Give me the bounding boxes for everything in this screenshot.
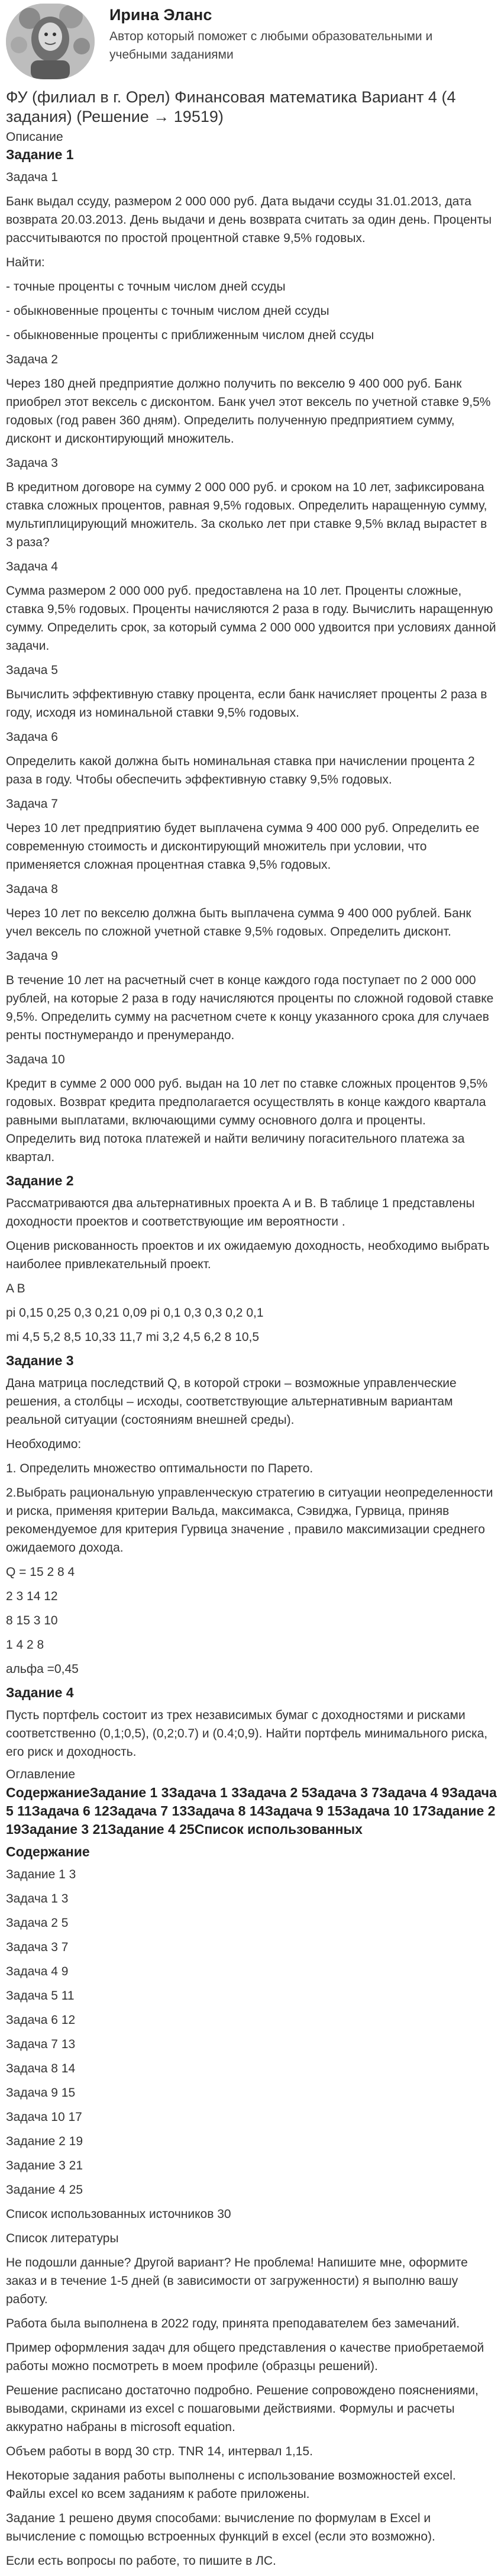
toc-item: Задание 3 21 bbox=[6, 2159, 83, 2172]
toc-item: Задача 6 12 bbox=[6, 2013, 76, 2027]
toc-item: Задача 7 13 bbox=[6, 2037, 76, 2051]
task-7-label: Задача 7 bbox=[6, 797, 58, 811]
section-2-table-row: mi 4,5 5,2 8,5 10,33 11,7 mi 3,2 4,5 6,2 8 10,5 bbox=[6, 1330, 260, 1344]
note-text: Объем работы в ворд 30 стр. TNR 14, интервал 1,15. bbox=[6, 2445, 313, 2458]
avatar[interactable] bbox=[6, 4, 95, 79]
matrix-row: Q = 15 2 8 4 bbox=[6, 1565, 75, 1579]
section-3-text: 2.Выбрать рациональную управленческую стратегию в ситуации неопределенности и риска, применяя критерии Вальда, максимакса, Сэвиджа, Гурвица, приняв рекомендуемое для критерия Гурвица значение , правило максимизации среднего ожидаемого дохода. bbox=[6, 1486, 493, 1555]
section-4-text: Пусть портфель состоит из трех независимых бумаг с доходностями и рисками соответственно (0,1;0,5), (0,2;0.7) и (0.4;0,9). Найти портфель минимального риска, его риск и доходность. bbox=[6, 1708, 488, 1759]
author-header bbox=[0, 0, 501, 83]
task-1-find: Найти: bbox=[6, 256, 45, 269]
section-3-text: Необходимо: bbox=[6, 1437, 82, 1451]
task-9-label: Задача 9 bbox=[6, 949, 58, 963]
task-3-text: В кредитном договоре на сумму 2 000 000 руб. и сроком на 10 лет, зафиксирована ставка сложных процентов, равная 9,5% годовых. Определить наращенную сумму, мультиплицирующий множитель. За сколько лет при ставке 9,5% вклад вырастет в 3 раза? bbox=[6, 481, 487, 549]
section-1-heading: Задание 1 bbox=[6, 147, 74, 162]
task-3-label: Задача 3 bbox=[6, 456, 58, 470]
section-2-table-header: A B bbox=[6, 1282, 25, 1295]
task-4-text: Сумма размером 2 000 000 руб. предоставлена на 10 лет. Проценты сложные, ставка 9,5% годовых. Проценты начисляются 2 раза в году. Вычислить наращенную сумму. Определить срок, за который сумма 2 000 000 удвоится при условиях данной задачи. bbox=[6, 584, 496, 653]
task-10-text: Кредит в сумме 2 000 000 руб. выдан на 10 лет по ставке сложных процентов 9,5% годовых. Возврат кредита предполагается осуществлять в конце каждого квартала равными выплатами, включающими сумму основного долга и проценты. Определить вид потока платежей и найти величину погасительного платежа за квартал. bbox=[6, 1077, 488, 1164]
task-9-text: В течение 10 лет на расчетный счет в конце каждого года поступает по 2 000 000 рублей, на которые 2 раза в году начисляются проценты по сложной годовой ставке 9,5%. Определить сумму на расчетном счете к концу указанного срока для случаев ренты постнумерандо и пренумерандо. bbox=[6, 973, 494, 1042]
matrix-row: 1 4 2 8 bbox=[6, 1638, 44, 1652]
task-6-text: Определить какой должна быть номинальная ставка при начислении процента 2 раза в году. Чтобы обеспечить эффективную ставку 9,5% годовых. bbox=[6, 755, 475, 786]
author-name[interactable]: Ирина Эланс bbox=[109, 6, 212, 24]
literature-label: Список литературы bbox=[6, 2232, 119, 2245]
author-description: Автор который поможет с любыми образовательными и учебными заданиями bbox=[109, 30, 433, 62]
task-5-text: Вычислить эффективную ставку процента, если банк начисляет проценты 2 раза в году, исходя из номинальной ставки 9,5% годовых. bbox=[6, 688, 487, 720]
toc-item: Задача 9 15 bbox=[6, 2086, 76, 2100]
note-text: Не подошли данные? Другой вариант? Не проблема! Напишите мне, оформите заказ и в течение 1-5 дней (в зависимости от загруженности) я выполню вашу работу. bbox=[6, 2256, 468, 2306]
toc-heading: Содержание bbox=[6, 1844, 90, 1859]
task-1-item: - обыкновенные проценты с точным числом дней ссуды bbox=[6, 304, 329, 318]
section-2-text: Рассматриваются два альтернативных проекта А и В. В таблице 1 представлены доходности проектов и соответствующие им вероятности . bbox=[6, 1197, 475, 1229]
avatar-photo-icon bbox=[6, 4, 95, 79]
page-title: ФУ (филиал в г. Орел) Финансовая математика Вариант 4 (4 задания) (Решение → 19519) bbox=[6, 88, 456, 125]
task-6-label: Задача 6 bbox=[6, 730, 58, 744]
section-3-text: 1. Определить множество оптимальности по Парето. bbox=[6, 1462, 313, 1475]
task-8-text: Через 10 лет по векселю должна быть выплачена сумма 9 400 000 рублей. Банк учел вексель по сложной учетной ставке 9,5% годовых. Определить дисконт. bbox=[6, 907, 471, 939]
section-2-heading: Задание 2 bbox=[6, 1173, 74, 1188]
toc-item: Задание 1 3 bbox=[6, 1868, 76, 1881]
section-2-text: Оценив рискованность проектов и их ожидаемую доходность, необходимо выбрать наиболее привлекательный проект. bbox=[6, 1239, 490, 1271]
note-text: Некоторые задания работы выполнены с использование возможностей excel. Файлы excel ко всем заданиям к работе приложены. bbox=[6, 2469, 456, 2501]
toc-item: Задача 10 17 bbox=[6, 2110, 82, 2124]
toc-item: Задача 5 11 bbox=[6, 1989, 75, 2003]
note-text: Решение расписано достаточно подробно. Решение сопровождено пояснениями, выводами, скринами из excel с пошаговыми действиями. Формулы и расчеты аккуратно набраны в microsoft equation. bbox=[6, 2384, 479, 2434]
toc-item: Задача 2 5 bbox=[6, 1916, 69, 1930]
task-1-item: - обыкновенные проценты с приближенным числом дней ссуды bbox=[6, 328, 374, 342]
matrix-row: 8 15 3 10 bbox=[6, 1614, 58, 1627]
task-1-label: Задача 1 bbox=[6, 170, 58, 184]
task-8-label: Задача 8 bbox=[6, 882, 58, 896]
toc-item: Задача 4 9 bbox=[6, 1965, 69, 1978]
task-4-label: Задача 4 bbox=[6, 560, 58, 573]
alpha-value: альфа =0,45 bbox=[6, 1662, 79, 1676]
task-5-label: Задача 5 bbox=[6, 663, 58, 677]
note-text: Задание 1 решено двумя способами: вычисление по формулам в Excel и вычисление с помощью встроенных функций в excel (если это возможно). bbox=[6, 2511, 435, 2543]
section-4-heading: Задание 4 bbox=[6, 1685, 74, 1700]
toc-item: Задание 4 25 bbox=[6, 2183, 83, 2197]
matrix-row: 2 3 14 12 bbox=[6, 1590, 58, 1603]
task-1-item: - точные проценты с точным числом дней ссуды bbox=[6, 280, 286, 294]
toc-item: Задание 2 19 bbox=[6, 2135, 83, 2148]
toc-item: Задача 3 7 bbox=[6, 1940, 69, 1954]
toc-item: Задача 8 14 bbox=[6, 2062, 76, 2075]
task-1-text: Банк выдал ссуду, размером 2 000 000 руб. Дата выдачи ссуды 31.01.2013, дата возврата 20.03.2013. День выдачи и день возврата считать за один день. Проценты рассчитываются по простой процентной ставке 9,5% годовых. bbox=[6, 195, 492, 245]
task-2-text: Через 180 дней предприятие должно получить по векселю 9 400 000 руб. Банк приобрел этот вексель с дисконтом. Банк учел этот вексель по учетной ставке 9,5% годовых (год равен 360 дням). Определить полученную предприятием сумму, дисконт и дисконтирующий множитель. bbox=[6, 377, 491, 446]
task-10-label: Задача 10 bbox=[6, 1053, 65, 1066]
toc-flattened: СодержаниеЗадание 1 3Задача 1 3Задача 2 5Задача 3 7Задача 4 9Задача 5 11Задача 6 12Задача 7 13Задача 8 14Задача 9 15Задача 10 17Задание 2 19Задание 3 21Задание 4 25Список использованных bbox=[6, 1785, 497, 1837]
work-content bbox=[6, 83, 497, 2576]
section-2-table-row: pi 0,15 0,25 0,3 0,21 0,09 pi 0,1 0,3 0,3 0,2 0,1 bbox=[6, 1306, 264, 1320]
note-text: Работа была выполнена в 2022 году, принята преподавателем без замечаний. bbox=[6, 2317, 460, 2330]
note-text: Пример оформления задач для общего представления о качестве приобретаемой работы можно посмотреть в моем профиле (образцы решений). bbox=[6, 2341, 484, 2373]
description-label: Описание bbox=[6, 130, 63, 144]
section-3-heading: Задание 3 bbox=[6, 1353, 74, 1368]
toc-item: Список использованных источников 30 bbox=[6, 2207, 231, 2221]
toc-label: Оглавление bbox=[6, 1768, 76, 1781]
task-7-text: Через 10 лет предприятию будет выплачена сумма 9 400 000 руб. Определить ее современную стоимость и дисконтирующий множитель при условии, что применяется сложная процентная ставка 9,5% годовых. bbox=[6, 821, 480, 872]
task-2-label: Задача 2 bbox=[6, 353, 58, 366]
note-text: Если есть вопросы по работе, то пишите в ЛС. bbox=[6, 2554, 276, 2568]
section-3-text: Дана матрица последствий Q, в которой строки – возможные управленческие решения, а столбцы – исходы, соответствующие альтернативным вариантам реальной ситуации (состояниям внешней среды). bbox=[6, 1376, 457, 1427]
toc-item: Задача 1 3 bbox=[6, 1892, 69, 1906]
